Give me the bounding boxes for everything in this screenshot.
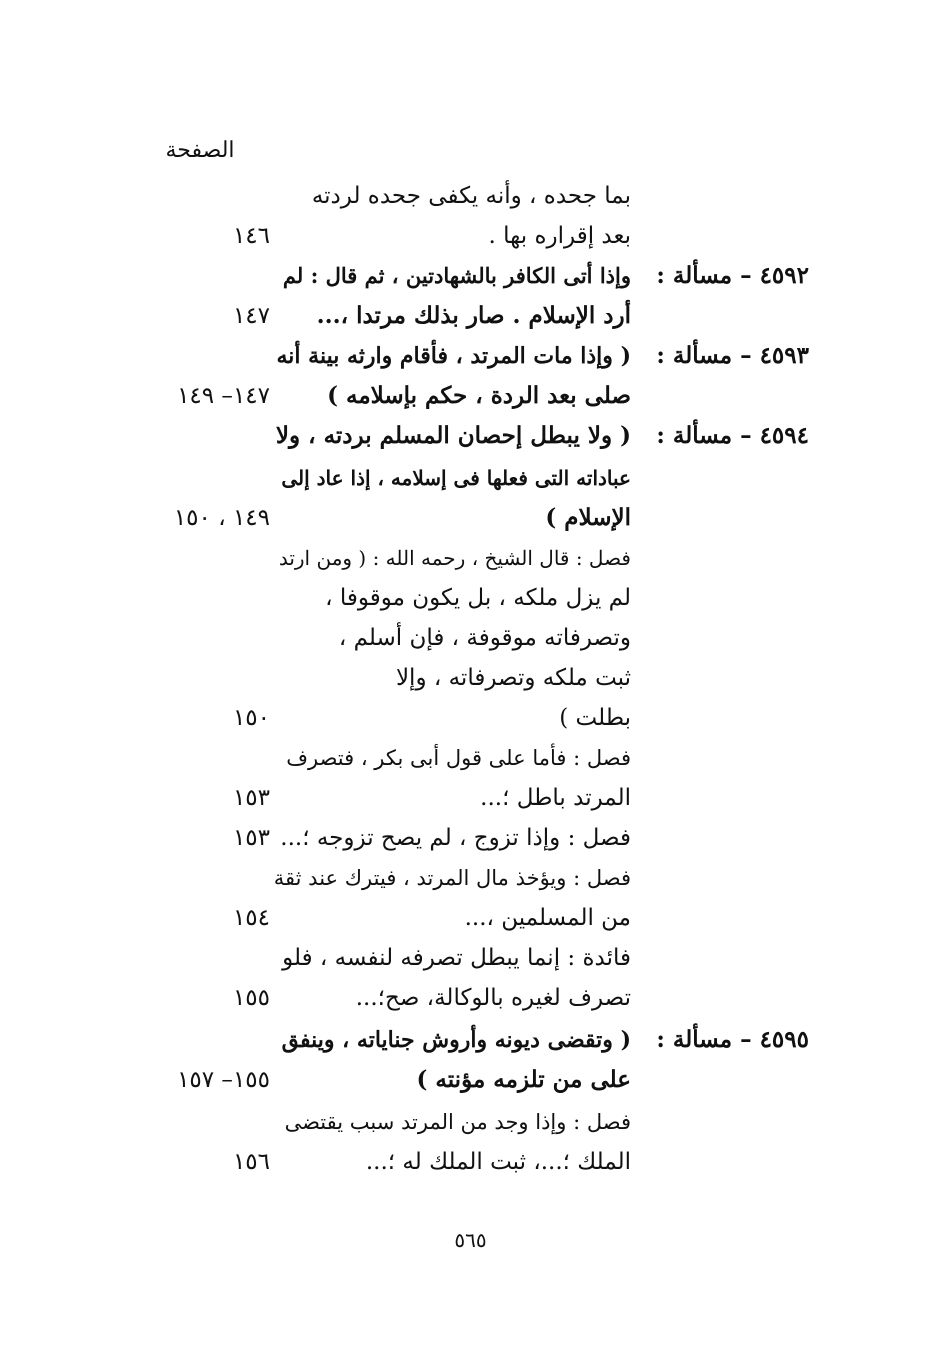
index-line bbox=[0, 376, 941, 416]
entry-number: ٤٥٩٤ – مسألة : bbox=[656, 422, 809, 449]
index-line bbox=[0, 578, 941, 618]
entry-text: أرد الإسلام . صار بذلك مرتدا ،... bbox=[316, 302, 631, 329]
index-line bbox=[0, 296, 941, 336]
entry-text: ( وإذا مات المرتد ، فأقام وارثه بينة أنه bbox=[276, 343, 631, 369]
page-reference: ١٤٧ bbox=[232, 303, 270, 329]
entry-text: فصل : قال الشيخ ، رحمه الله : ( ومن ارتد bbox=[278, 546, 631, 570]
index-line bbox=[0, 698, 941, 738]
page-reference: ١٤٩ ، ١٥٠ bbox=[173, 505, 270, 531]
entry-text: فائدة : إنما يبطل تصرفه لنفسه ، فلو bbox=[282, 945, 631, 971]
page-number: ٥٦٥ bbox=[454, 1228, 487, 1252]
index-line bbox=[0, 658, 941, 698]
entry-number: ٤٥٩٢ – مسألة : bbox=[656, 262, 809, 289]
entry-text: وتصرفاته موقوفة ، فإن أسلم ، bbox=[338, 625, 631, 651]
entry-text: من المسلمين ،... bbox=[464, 905, 631, 931]
entry-text: عباداته التى فعلها فى إسلامه ، إذا عاد إلى bbox=[281, 466, 631, 490]
index-line bbox=[0, 858, 941, 898]
entry-text: صلى بعد الردة ، حكم بإسلامه ) bbox=[327, 382, 631, 409]
entry-text: لم يزل ملكه ، بل يكون موقوفا ، bbox=[325, 585, 631, 611]
index-line bbox=[0, 1060, 941, 1100]
index-line bbox=[0, 618, 941, 658]
index-line bbox=[0, 1020, 941, 1060]
entry-text: فصل : وإذا وجد من المرتد سبب يقتضى bbox=[284, 1110, 631, 1134]
index-line bbox=[0, 256, 941, 296]
page-reference: ١٥٣ bbox=[232, 825, 270, 851]
entry-text: فصل : فأما على قول أبى بكر ، فتصرف bbox=[286, 746, 631, 770]
index-line bbox=[0, 978, 941, 1018]
index-line bbox=[0, 498, 941, 538]
entry-text: وإذا أتى الكافر بالشهادتين ، ثم قال : لم bbox=[282, 263, 631, 288]
page-reference: ١٥٠ bbox=[232, 705, 270, 731]
entry-number: ٤٥٩٥ – مسألة : bbox=[656, 1026, 809, 1053]
entry-text: بما جحده ، وأنه يكفى جحده لردته bbox=[311, 183, 631, 209]
entry-text: بطلت ) bbox=[559, 705, 631, 731]
page-reference: ١٥٤ bbox=[232, 905, 270, 931]
entry-text: الملك ؛...، ثبت الملك له ؛... bbox=[365, 1149, 631, 1175]
entry-text: ( ولا يبطل إحصان المسلم بردته ، ولا bbox=[275, 422, 631, 449]
index-line bbox=[0, 1102, 941, 1142]
entry-number: ٤٥٩٣ – مسألة : bbox=[656, 342, 809, 369]
index-line bbox=[0, 176, 941, 216]
page-reference: ١٥٦ bbox=[232, 1149, 270, 1175]
index-line bbox=[0, 538, 941, 578]
entry-text: بعد إقراره بها . bbox=[488, 223, 631, 249]
index-line bbox=[0, 938, 941, 978]
page-reference: ١٥٥ bbox=[232, 985, 270, 1011]
entry-text: المرتد باطل ؛... bbox=[480, 785, 631, 811]
page-reference: ١٤٦ bbox=[232, 223, 270, 249]
index-line bbox=[0, 336, 941, 376]
page-reference: ١٤٧– ١٤٩ bbox=[177, 383, 270, 409]
entry-text: فصل : ويؤخذ مال المرتد ، فيترك عند ثقة bbox=[273, 866, 631, 890]
entry-text: تصرف لغيره بالوكالة، صح؛... bbox=[355, 985, 631, 1011]
index-line bbox=[0, 1142, 941, 1182]
index-line bbox=[0, 818, 941, 858]
index-line bbox=[0, 778, 941, 818]
page-column-header: الصفحة bbox=[165, 138, 235, 163]
index-line bbox=[0, 216, 941, 256]
page-reference: ١٥٥– ١٥٧ bbox=[177, 1067, 270, 1093]
index-line bbox=[0, 898, 941, 938]
index-line bbox=[0, 416, 941, 456]
entry-text: ( وتقضى ديونه وأروش جناياته ، وينفق bbox=[281, 1027, 631, 1053]
index-line bbox=[0, 458, 941, 498]
entry-text: فصل : وإذا تزوج ، لم يصح تزوجه ؛... bbox=[280, 825, 631, 851]
entry-text: على من تلزمه مؤنته ) bbox=[416, 1066, 631, 1093]
entry-text: ثبت ملكه وتصرفاته ، وإلا bbox=[395, 665, 631, 691]
entry-text: الإسلام ) bbox=[545, 504, 631, 531]
page-reference: ١٥٣ bbox=[232, 785, 270, 811]
index-line bbox=[0, 738, 941, 778]
